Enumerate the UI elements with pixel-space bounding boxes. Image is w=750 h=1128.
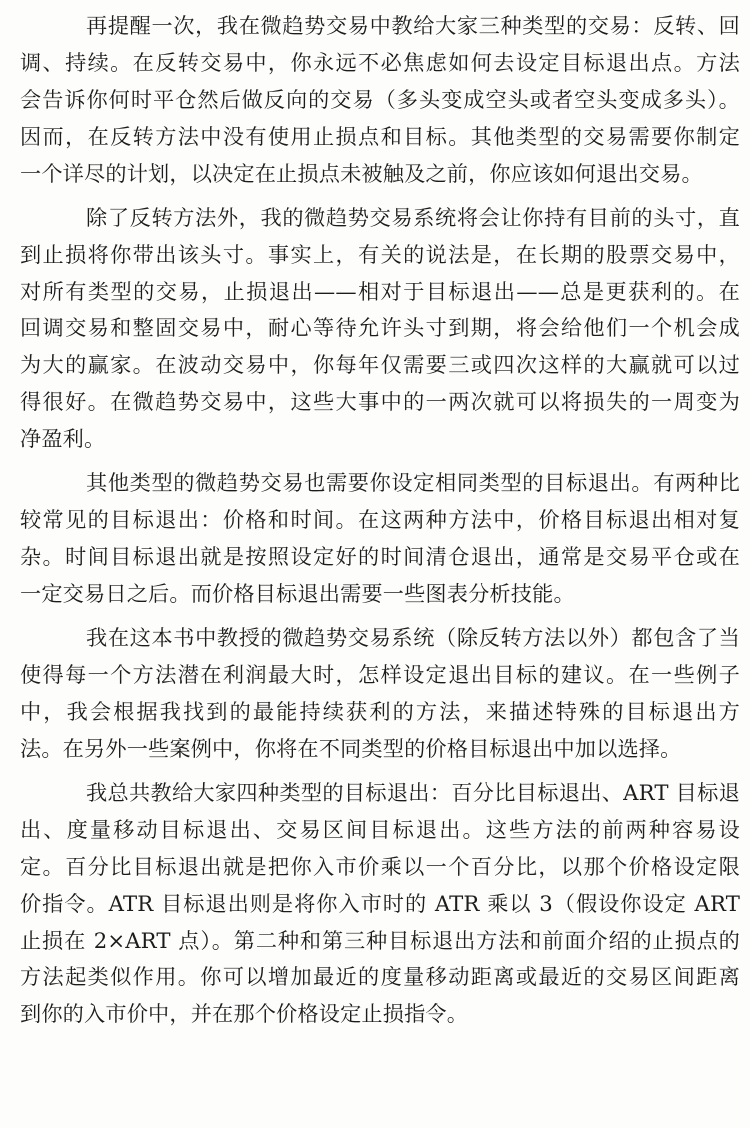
paragraph-3 <box>20 465 740 613</box>
text-line: 中，我会根据我找到的最能持续获利的方法，来描述特殊的目标退出方 <box>20 698 740 724</box>
text-line: 定。百分比目标退出就是把你入市价乘以一个百分比，以那个价格设定限 <box>20 853 740 879</box>
text-line: 法。在另外一些案例中，你将在不同类型的价格目标退出中加以选择。 <box>20 735 682 761</box>
text-line: 到止损将你带出该头寸。事实上，有关的说法是，在长期的股票交易中， <box>20 241 740 267</box>
text-line: 其他类型的微趋势交易也需要你设定相同类型的目标退出。有两种比 <box>86 470 740 496</box>
text-line: 到你的入市价中，并在那个价格设定止损指令。 <box>20 1001 469 1027</box>
text-line: 为大的赢家。在波动交易中，你每年仅需要三或四次这样的大赢就可以过 <box>20 352 740 378</box>
text-line: 再提醒一次，我在微趋势交易中教给大家三种类型的交易：反转、回 <box>86 13 740 38</box>
text-line: 回调交易和整固交易中，耐心等待允许头寸到期，将会给他们一个机会成 <box>20 315 740 341</box>
paragraph-4 <box>20 620 740 768</box>
text-line: 得很好。在微趋势交易中，这些大事中的一两次就可以将损失的一周变为 <box>20 389 740 415</box>
paragraph-1 <box>20 8 740 192</box>
text-line: 我总共教给大家四种类型的目标退出：百分比目标退出、ART 目标退 <box>86 780 740 805</box>
text-line: 价指令。ATR 目标退出则是将你入市时的 ATR 乘以 3（假设你设定 ART <box>20 890 740 916</box>
body-text <box>20 8 740 1041</box>
text-line: 止损在 2×ART 点）。第二种和第三种目标退出方法和前面介绍的止损点的 <box>20 927 740 953</box>
paragraph-5 <box>20 775 740 1033</box>
text-line: 调、持续。在反转交易中，你永远不必焦虑如何去设定目标退出点。方法 <box>20 49 740 75</box>
text-line: 一定交易日之后。而价格目标退出需要一些图表分析技能。 <box>20 580 575 606</box>
text-line: 使得每一个方法潜在利润最大时，怎样设定退出目标的建议。在一些例子 <box>20 662 740 688</box>
text-line: 一个详尽的计划，以决定在止损点未被触及之前，你应该如何退出交易。 <box>20 160 703 186</box>
text-line: 方法起类似作用。你可以增加最近的度量移动距离或最近的交易区间距离 <box>20 964 740 990</box>
text-line: 杂。时间目标退出就是按照设定好的时间清仓退出，通常是交易平仓或在 <box>20 544 740 570</box>
text-line: 对所有类型的交易，止损退出——相对于目标退出——总是更获利的。在 <box>20 278 740 304</box>
paragraph-2 <box>20 200 740 458</box>
text-line: 出、度量移动目标退出、交易区间目标退出。这些方法的前两种容易设 <box>20 816 740 842</box>
text-line: 会告诉你何时平仓然后做反向的交易（多头变成空头或者空头变成多头）。 <box>20 86 740 112</box>
text-line: 净盈利。 <box>20 426 106 452</box>
text-line: 因而，在反转方法中没有使用止损点和目标。其他类型的交易需要你制定 <box>20 123 740 149</box>
text-line: 较常见的目标退出：价格和时间。在这两种方法中，价格目标退出相对复 <box>20 507 740 533</box>
text-line: 我在这本书中教授的微趋势交易系统（除反转方法以外）都包含了当 <box>86 625 740 651</box>
text-line: 除了反转方法外，我的微趋势交易系统将会让你持有目前的头寸，直 <box>86 204 740 230</box>
